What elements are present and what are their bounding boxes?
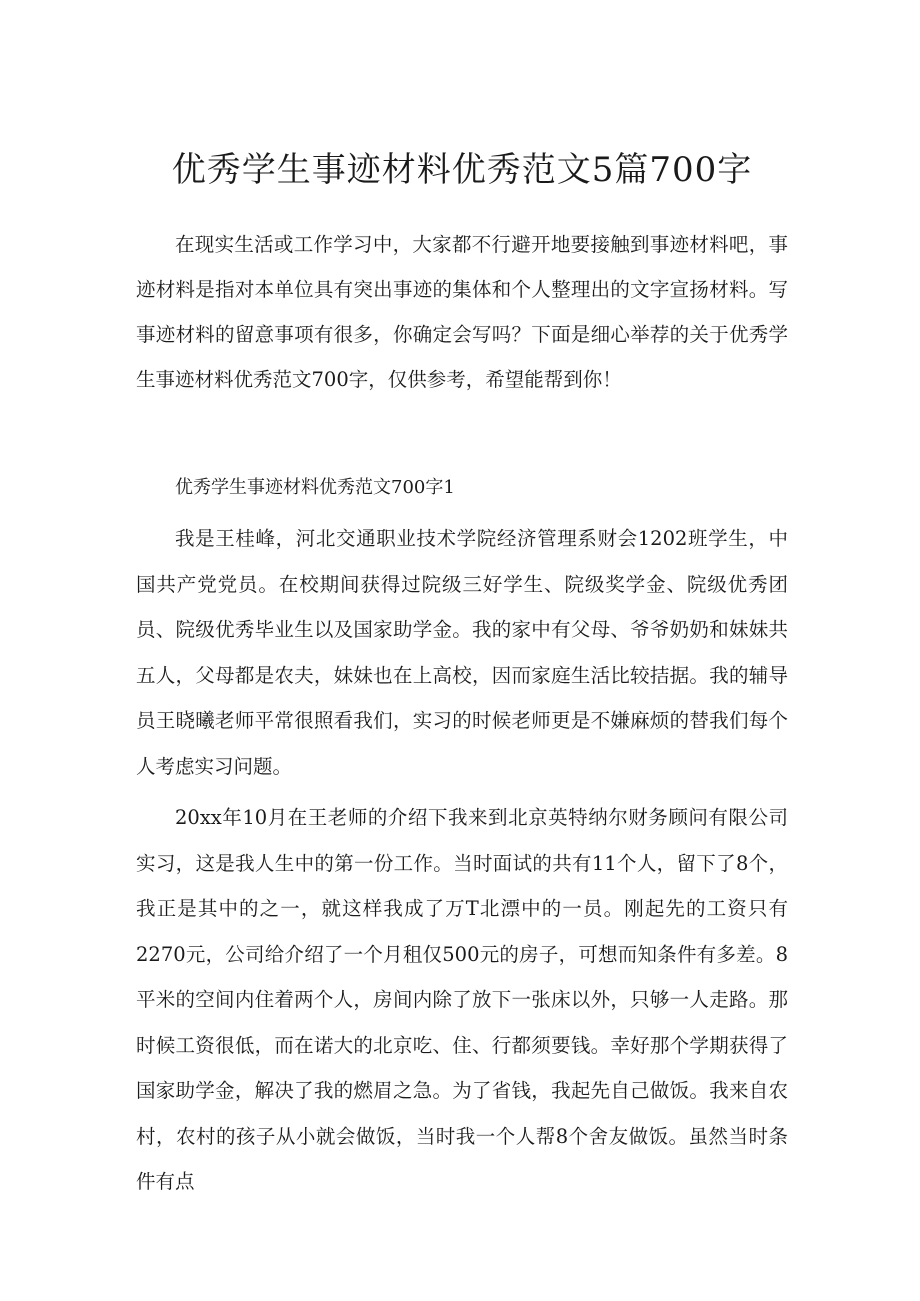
section-heading: 优秀学生事迹材料优秀范文700字1	[175, 477, 455, 498]
body-paragraph-2: 20xx年10月在王老师的介绍下我来到北京英特纳尔财务顾问有限公司实习，这是我人生中的第一份工作。当时面试的共有11个人，留下了8个，我正是其中的之一，就这样我成了万T北漂中的一员。刚起先的工资只有2270元，公司给介绍了一个月租仅500元的房子，可想而知条件有多差。8平米的空间内住着两个人，房间内除了放下一张床以外，只够一人走路。那时候工资很低，而在诺大的北京吃、住、行都须要钱。幸好那个学期获得了国家助学金，解决了我的燃眉之急。为了省钱，我起先自己做饭。我来自农村，农村的孩子从小就会做饭，当时我一个人帮8个舍友做饭。虽然当时条件有点	[136, 806, 788, 1193]
document-title	[136, 148, 788, 192]
document-title-text: 优秀学生事迹材料优秀范文5篇700字	[171, 150, 753, 190]
intro-paragraph: 在现实生活或工作学习中，大家都不行避开地要接触到事迹材料吧，事迹材料是指对本单位具有突出事迹的集体和个人整理出的文字宣扬材料。写事迹材料的留意事项有很多，你确定会写吗？下面是细心举荐的关于优秀学生事迹材料优秀范文700字，仅供参考，希望能帮到你！	[136, 233, 788, 391]
body-paragraph-1: 我是王桂峰，河北交通职业技术学院经济管理系财会1202班学生，中国共产党党员。在校期间获得过院级三好学生、院级奖学金、院级优秀团员、院级优秀毕业生以及国家助学金。我的家中有父母、爷爷奶奶和妹妹共五人，父母都是农夫，妹妹也在上高校，因而家庭生活比较拮据。我的辅导员王晓曦老师平常很照看我们，实习的时候老师更是不嫌麻烦的替我们每个人考虑实习问题。	[136, 527, 788, 778]
